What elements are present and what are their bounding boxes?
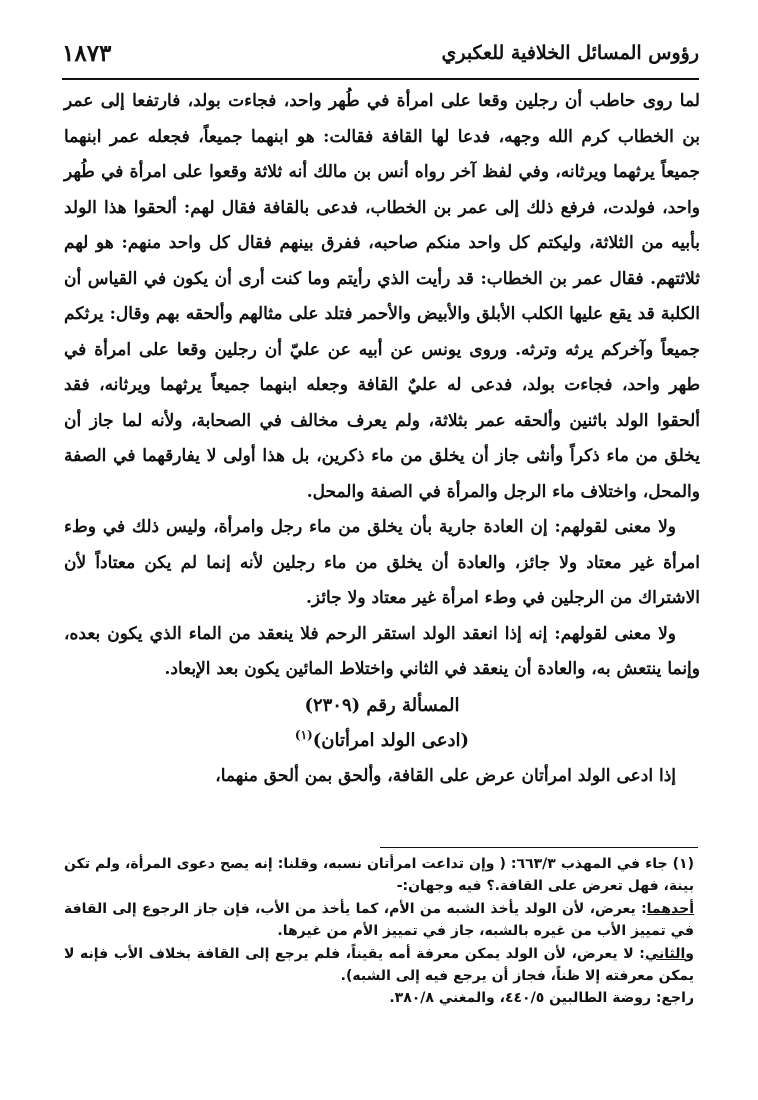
header-rule — [62, 78, 699, 80]
footnote-line-2 — [64, 898, 694, 943]
footnote-label-first: أحدهما — [646, 900, 694, 917]
footnote-rule — [380, 847, 698, 848]
footnote — [64, 853, 694, 1010]
page-header — [62, 40, 699, 76]
footnote-label-second: والثاني — [644, 945, 694, 962]
paragraph-4: إذا ادعى الولد امرأتان عرض على القافة، وألحق بمن ألحق منهما، — [215, 765, 676, 786]
footnote-text-second: : لا يعرض، لأن الولد يمكن معرفة أمه يقيناً، فلم يرجع إلى القافة بخلاف الأب فإنه لا يمكن معرفته إلا ظناً، فجاز أن يرجع فيه إلى الشبه). — [64, 945, 694, 985]
paragraph-1: لما روى حاطب أن رجلين وقعا على امرأة في طُهر واحد، فجاءت بولد، فارتفعا إلى عمر بن الخطاب كرم الله وجهه، فدعا لها القافة فقالت: هو ابنهما جميعاً، فجعله عمر ابنهما جميعاً يرثهما ويرثانه، وفي لفظ آخر رواه أنس بن مالك أنه ثلاثة وقعوا على امرأة في طُهر واحد، فولدت، فرفع ذلك إلى عمر بن الخطاب، فدعى بالقافة فقال لهم: ألحقوا هذا الولد بأبيه من الثلاثة، وليكتم كل واحد منكم صاحبه، ففرق بينهم فقال كل واحد منهم: هو لهم ثلاثتهم. فقال عمر بن الخطاب: قد رأيت الذي رأيتم وما كنت أرى أن يكون في القياس أن الكلبة قد يقع عليها الكلب الأبلق والأبيض والأحمر فتلد على مثالهم وألحقه بهم وقال: يرثكم جميعاً وآخركم يرثه وترثه. وروى يونس عن أبيه عن عليّ أن رجلين وقعا على امرأة في طهر واحد، فجاءت بولد، فدعى له عليٌ القافة وجعله ابنهما جميعاً يرثهما ويرثانه، فقد ألحقوا الولد باثنين وألحقه عمر بثلاثة، ولم يعرف مخالف في الصحابة، ولأنه لما جاز أن يخلق من ماء ذكراً وأنثى جاز أن يخلق من ماء ذكرين، بل هذا أولى لا يفارقهما في الصفة والمحل، واختلاف ماء الرجل والمرأة في الصفة والمحل. — [64, 91, 700, 502]
paragraph-3: ولا معنى لقولهم: إنه إذا انعقد الولد استقر الرحم فلا ينعقد من الماء الذي يكون بعده، وإنما ينتعش به، والعادة أن ينعقد في الثاني واختلاط المائين يكون بعد الإبعاد. — [64, 623, 700, 679]
footnote-line-1: (١) جاء في المهذب ٦٦٣/٣: ( وإن تداعت امرأتان نسبه، وقلنا: إنه يصح دعوى المرأة، ولم تكن بينة، فهل تعرض على القافة.؟ فيه وجهان:- — [64, 856, 694, 895]
footnote-line-4: راجع: روضة الطالبين ٤٤٠/٥، والمغني ٣٨٠/٨. — [389, 990, 694, 1007]
page-number: ١٨٧٣ — [62, 40, 112, 67]
issue-heading: المسألة رقم (٢٣٠٩) — [304, 694, 460, 716]
footnote-marker[interactable]: (١) — [294, 728, 313, 742]
main-text — [64, 84, 700, 794]
footnote-text-first: : يعرض، لأن الولد يأخذ الشبه من الأم، كما يأخذ من الأب، فإن جاز الرجوع إلى القافة في تمييز الأب من غيره بالشبه، جاز في تمييز الأم من غيرها. — [64, 900, 694, 940]
issue-subheading: (ادعى الولد امرأتان) — [312, 730, 470, 751]
footnote-line-3 — [64, 943, 694, 988]
issue-subheading-line — [64, 723, 700, 759]
paragraph-2: ولا معنى لقولهم: إن العادة جارية بأن يخلق من ماء رجل وامرأة، وليس ذلك في وطء امرأة غير معتاد ولا جائز، والعادة أن يخلق من ماء رجلين لأنه إنما لم يكن معتاداً لأن الاشتراك من الرجلين في وطء امرأة غير معتاد ولا جائز. — [64, 517, 700, 608]
running-title: رؤوس المسائل الخلافية للعكبري — [441, 42, 699, 64]
